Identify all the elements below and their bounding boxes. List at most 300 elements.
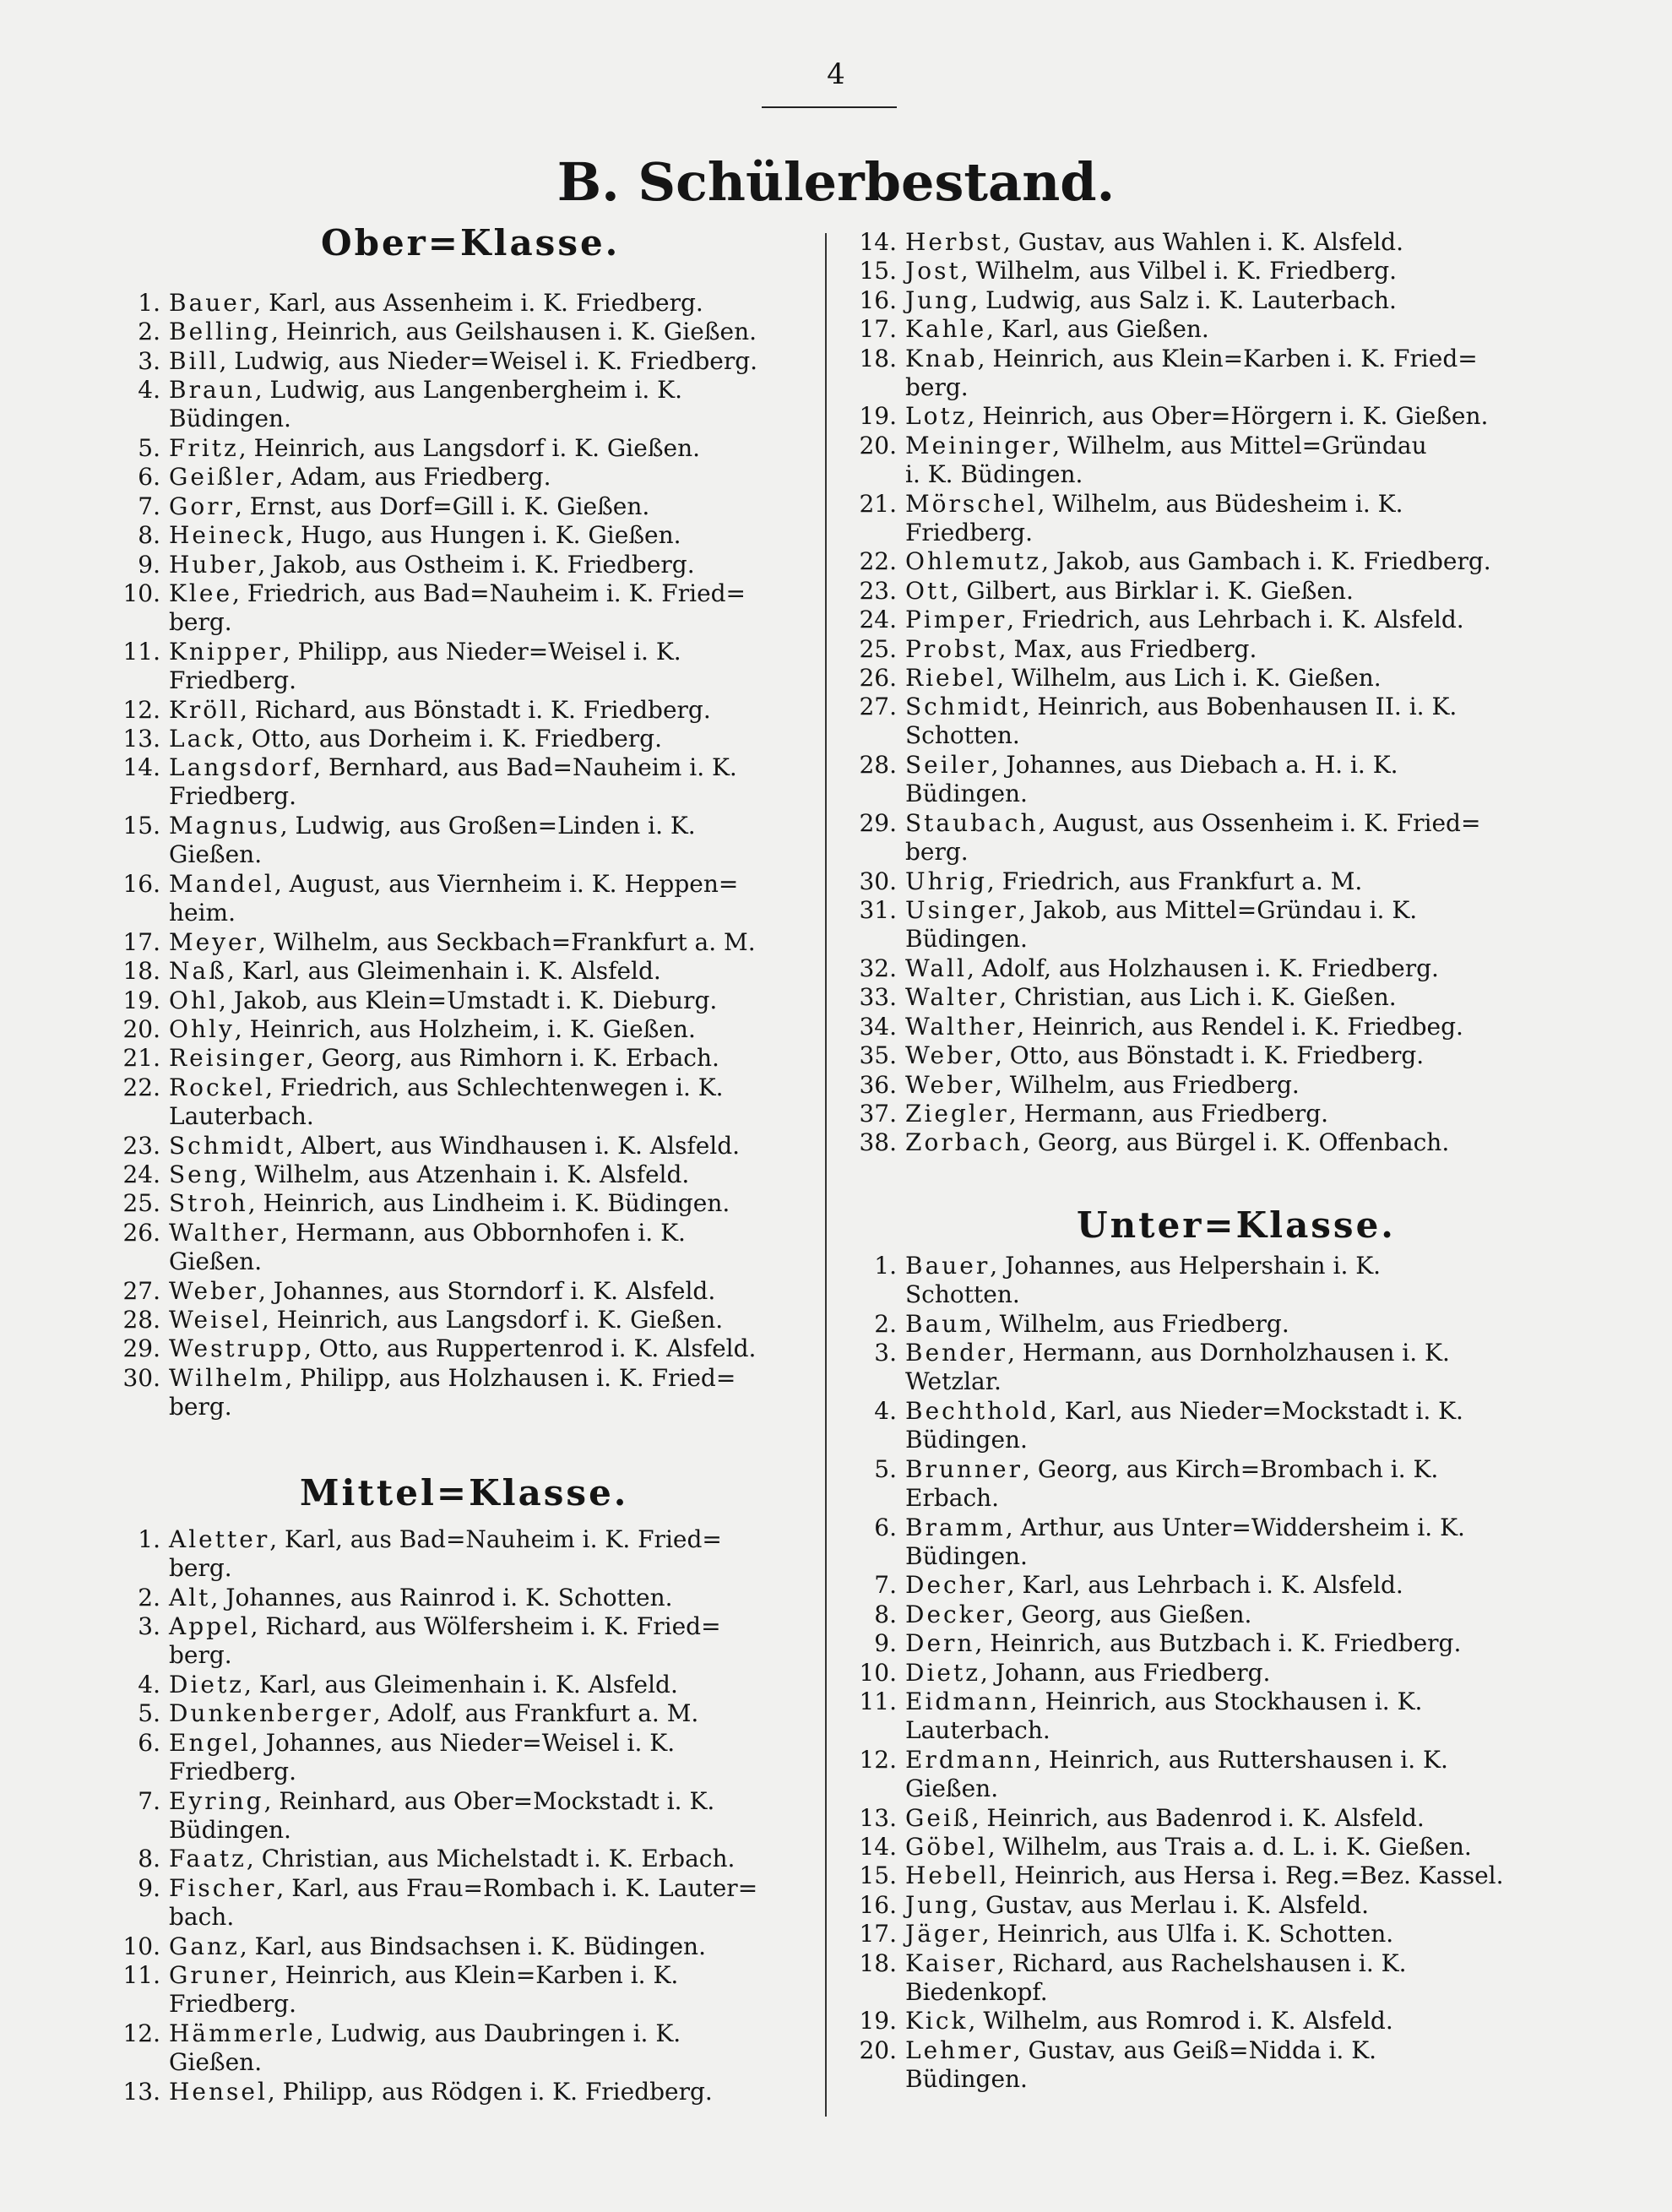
student-details: , Philipp, aus Holzhausen i. K. Fried=	[285, 1363, 736, 1392]
student-surname: Kahle	[905, 315, 987, 344]
student-surname: Weber	[169, 1276, 258, 1305]
student-surname: Walter	[905, 983, 1000, 1012]
entry-continuation: Friedberg.	[169, 782, 296, 811]
student-surname: Alt	[169, 1583, 211, 1611]
student-surname: Faatz	[169, 1845, 247, 1873]
entry-number: 14.	[859, 228, 897, 256]
entry-continuation: Lauterbach.	[169, 1101, 314, 1130]
entry-text	[169, 1612, 721, 1640]
student-surname: Dern	[905, 1629, 975, 1658]
student-surname: Hensel	[169, 2077, 268, 2106]
student-surname: Dietz	[169, 1671, 244, 1698]
student-details: , Friedrich, aus Bad=Nauheim i. K. Fried=	[232, 579, 746, 607]
entry-continuation: Erbach.	[905, 1483, 1000, 1512]
student-details: , Ludwig, aus Großen=Linden i. K.	[280, 812, 696, 840]
student-details: , Johannes, aus Rainrod i. K. Schotten.	[210, 1583, 673, 1611]
student-details: , Otto, aus Dorheim i. K. Friedberg.	[236, 725, 662, 753]
entry-text	[905, 2036, 1376, 2064]
entry-text	[169, 2078, 713, 2106]
entry-text	[905, 635, 1257, 663]
entry-number: 17.	[122, 927, 160, 956]
student-details: , Karl, aus Assenheim i. K. Friedberg.	[253, 289, 703, 317]
entry-text	[169, 1364, 736, 1392]
student-surname: Naß	[169, 957, 227, 986]
entry-text	[905, 1804, 1425, 1832]
entry-continuation: berg.	[169, 1392, 232, 1421]
entry-text	[905, 693, 1457, 720]
entry-text	[169, 638, 681, 666]
entry-number: 23.	[122, 1131, 160, 1160]
student-surname: Westrupp	[169, 1334, 304, 1363]
student-surname: Jäger	[905, 1920, 982, 1948]
entry-continuation: i. K. Büdingen.	[905, 459, 1083, 488]
student-surname: Lehmer	[905, 2035, 1013, 2064]
entry-number: 31.	[859, 896, 897, 925]
entry-text	[905, 490, 1403, 518]
entry-number: 10.	[122, 1932, 160, 1960]
student-details: , Ludwig, aus Nieder=Weisel i. K. Friedberg.	[219, 346, 758, 375]
entry-number: 27.	[122, 1276, 160, 1305]
entry-number: 9.	[138, 550, 160, 579]
student-details: , Friedrich, aus Schlechtenwegen i. K.	[265, 1073, 724, 1101]
student-details: , Karl, aus Bad=Nauheim i. K. Fried=	[269, 1525, 722, 1553]
student-surname: Seiler	[905, 751, 991, 780]
student-details: , Richard, aus Wölfersheim i. K. Fried=	[250, 1612, 721, 1641]
student-details: , Philipp, aus Nieder=Weisel i. K.	[282, 637, 681, 666]
student-surname: Hebell	[905, 1861, 1000, 1890]
entry-number: 3.	[874, 1339, 897, 1367]
student-details: , Hermann, aus Dornholzhausen i. K.	[1007, 1339, 1450, 1367]
entry-number: 20.	[122, 1015, 160, 1043]
entry-text	[169, 1961, 678, 1989]
student-details: , Georg, aus Rimhorn i. K. Erbach.	[306, 1044, 719, 1073]
student-details: , Gustav, aus Merlau i. K. Alsfeld.	[970, 1890, 1369, 1919]
entry-text	[905, 1128, 1449, 1156]
student-surname: Meininger	[905, 431, 1053, 459]
entry-text	[169, 1132, 740, 1160]
student-surname: Geiß	[905, 1803, 972, 1832]
student-details: , Heinrich, aus Langsdorf i. K. Gießen.	[238, 434, 701, 462]
entry-text	[905, 1601, 1251, 1628]
student-surname: Belling	[169, 318, 271, 346]
entry-number: 22.	[122, 1073, 160, 1101]
entry-text	[905, 867, 1362, 895]
entry-continuation: Gießen.	[169, 840, 263, 869]
entry-number: 19.	[859, 2007, 897, 2035]
entry-number: 2.	[138, 1583, 160, 1611]
entry-text	[905, 1252, 1381, 1280]
entry-number: 13.	[122, 725, 160, 753]
student-details: , Karl, aus Frau=Rombach i. K. Lauter=	[276, 1873, 758, 1902]
student-details: , Wilhelm, aus Büdesheim i. K.	[1037, 489, 1403, 518]
entry-number: 38.	[859, 1128, 897, 1157]
student-surname: Jost	[905, 257, 961, 285]
student-details: , Heinrich, aus Stockhausen i. K.	[1029, 1688, 1423, 1715]
entry-text	[169, 1015, 696, 1043]
entry-continuation: Friedberg.	[169, 666, 296, 694]
entry-number: 20.	[859, 431, 897, 459]
entry-number: 13.	[122, 2077, 160, 2106]
entry-text	[905, 954, 1439, 982]
entry-number: 3.	[138, 1612, 160, 1641]
entry-number: 11.	[122, 637, 160, 666]
entry-number: 29.	[859, 809, 897, 837]
entry-number: 12.	[122, 2019, 160, 2047]
entry-continuation: Gießen.	[169, 1247, 263, 1275]
student-details: , Wilhelm, aus Atzenhain i. K. Alsfeld.	[239, 1160, 690, 1188]
student-details: , Heinrich, aus Butzbach i. K. Friedberg.	[974, 1629, 1462, 1658]
student-surname: Reisinger	[169, 1044, 307, 1073]
entry-text	[905, 1100, 1328, 1128]
student-details: , Heinrich, aus Lindheim i. K. Büdingen.	[247, 1189, 730, 1218]
student-details: , Friedrich, aus Lehrbach i. K. Alsfeld.	[1007, 606, 1464, 634]
student-details: , Wilhelm, aus Vilbel i. K. Friedberg.	[960, 257, 1398, 285]
entry-text	[169, 1932, 706, 1960]
entry-text	[169, 928, 756, 956]
entry-text	[905, 1861, 1504, 1889]
student-details: , Johannes, aus Nieder=Weisel i. K.	[250, 1728, 676, 1757]
student-surname: Zorbach	[905, 1128, 1023, 1157]
entry-number: 14.	[122, 753, 160, 782]
entry-text	[169, 579, 746, 607]
entry-continuation: Gießen.	[169, 2047, 263, 2076]
entry-number: 11.	[122, 1961, 160, 1989]
entry-number: 4.	[874, 1397, 897, 1425]
student-surname: Riebel	[905, 664, 997, 692]
entry-continuation: Schotten.	[905, 1280, 1020, 1308]
entry-continuation: berg.	[905, 372, 969, 401]
entry-number: 21.	[859, 489, 897, 518]
student-surname: Bill	[169, 346, 220, 375]
student-surname: Seng	[169, 1160, 240, 1188]
entry-number: 16.	[859, 1890, 897, 1919]
student-details: , Hermann, aus Obbornhofen i. K.	[280, 1218, 686, 1247]
student-details: , Jakob, aus Gambach i. K. Friedberg.	[1041, 547, 1491, 576]
entry-continuation: Friedberg.	[169, 1757, 296, 1785]
entry-continuation: berg.	[169, 1641, 232, 1670]
entry-text	[905, 606, 1464, 633]
student-surname: Erdmann	[905, 1745, 1034, 1774]
student-details: , Heinrich, aus Langsdorf i. K. Gießen.	[261, 1306, 724, 1334]
entry-number: 16.	[122, 870, 160, 898]
student-surname: Magnus	[169, 812, 280, 840]
entry-continuation: berg.	[905, 838, 969, 866]
student-details: , Christian, aus Lich i. K. Gießen.	[999, 983, 1397, 1012]
student-details: , Johann, aus Friedberg.	[980, 1658, 1271, 1687]
student-surname: Decker	[905, 1600, 1007, 1628]
entry-number: 32.	[859, 954, 897, 982]
entry-text	[169, 463, 551, 491]
entry-text	[905, 751, 1398, 779]
student-surname: Aletter	[169, 1525, 270, 1553]
entry-number: 21.	[122, 1044, 160, 1073]
entry-text	[169, 1845, 735, 1872]
student-details: , Hermann, aus Friedberg.	[1008, 1100, 1329, 1128]
entry-text	[905, 1629, 1461, 1657]
student-details: , Georg, aus Bürgel i. K. Offenbach.	[1023, 1128, 1450, 1157]
student-surname: Heineck	[169, 521, 286, 550]
entry-number: 8.	[138, 521, 160, 550]
student-details: , Ludwig, aus Daubringen i. K.	[315, 2019, 681, 2047]
student-details: , Karl, aus Gleimenhain i. K. Alsfeld.	[226, 957, 661, 986]
entry-number: 11.	[859, 1688, 897, 1715]
entry-text	[169, 1073, 724, 1101]
student-details: , Wilhelm, aus Trais a. d. L. i. K. Gießen.	[987, 1833, 1472, 1861]
entry-number: 24.	[122, 1160, 160, 1188]
student-surname: Weber	[905, 1041, 995, 1070]
student-details: , Karl, aus Gleimenhain i. K. Alsfeld.	[243, 1671, 678, 1698]
entry-text	[905, 1339, 1450, 1367]
student-surname: Eidmann	[905, 1688, 1030, 1715]
student-details: , Gustav, aus Wahlen i. K. Alsfeld.	[1002, 228, 1403, 256]
student-surname: Wall	[905, 954, 967, 982]
entry-text	[169, 318, 757, 345]
entry-number: 22.	[859, 547, 897, 576]
entry-text	[169, 289, 703, 317]
entry-number: 25.	[859, 634, 897, 663]
entry-number: 6.	[138, 463, 160, 492]
student-surname: Jung	[905, 285, 971, 314]
entry-number: 26.	[122, 1218, 160, 1247]
entry-number: 15.	[859, 257, 897, 285]
student-details: , Wilhelm, aus Romrod i. K. Alsfeld.	[968, 2007, 1393, 2035]
entry-text	[905, 1013, 1463, 1041]
entry-continuation: berg.	[169, 1554, 232, 1582]
entry-text	[905, 1833, 1472, 1861]
student-details: , Adolf, aus Frankfurt a. M.	[372, 1699, 699, 1728]
entry-continuation: Lauterbach.	[905, 1716, 1050, 1744]
student-details: , Ernst, aus Dorf=Gill i. K. Gießen.	[235, 492, 650, 520]
student-details: , Richard, aus Bönstadt i. K. Friedberg.	[240, 695, 711, 724]
student-surname: Kröll	[169, 695, 241, 724]
student-surname: Usinger	[905, 896, 1018, 925]
student-surname: Bramm	[905, 1513, 1006, 1541]
entry-text	[905, 1746, 1448, 1774]
entry-text	[169, 1671, 678, 1698]
entry-continuation: Wetzlar.	[905, 1367, 1002, 1396]
entry-continuation: berg.	[169, 608, 232, 636]
entry-text	[169, 696, 711, 724]
student-details: , Heinrich, aus Klein=Karben i. K. Fried=	[977, 344, 1478, 372]
entry-number: 28.	[859, 751, 897, 780]
entry-number: 16.	[859, 285, 897, 314]
entry-text	[905, 345, 1478, 372]
entry-text	[905, 577, 1354, 605]
entry-text	[905, 983, 1397, 1011]
student-surname: Lotz	[905, 402, 968, 431]
entry-number: 18.	[122, 957, 160, 986]
entry-number: 9.	[138, 1873, 160, 1902]
entry-text	[169, 2019, 681, 2047]
student-details: , August, aus Viernheim i. K. Heppen=	[274, 870, 739, 898]
student-details: , Philipp, aus Rödgen i. K. Friedberg.	[267, 2077, 713, 2106]
entry-number: 10.	[122, 579, 160, 607]
student-details: , Max, aus Friedberg.	[998, 634, 1257, 663]
column-divider	[825, 233, 827, 2117]
student-details: , Karl, aus Lehrbach i. K. Alsfeld.	[1007, 1571, 1403, 1600]
student-surname: Schmidt	[169, 1131, 286, 1160]
entry-number: 30.	[859, 867, 897, 895]
student-surname: Kaiser	[905, 1948, 997, 1977]
entry-text	[169, 812, 696, 840]
entry-number: 25.	[122, 1189, 160, 1218]
student-surname: Langsdorf	[169, 753, 314, 782]
entry-text	[169, 1189, 730, 1217]
entry-number: 28.	[122, 1306, 160, 1334]
student-details: , Ludwig, aus Salz i. K. Lauterbach.	[970, 285, 1397, 314]
entry-continuation: Büdingen.	[905, 925, 1028, 954]
student-surname: Fischer	[169, 1873, 277, 1902]
student-surname: Dietz	[905, 1658, 980, 1687]
student-details: , Jakob, aus Klein=Umstadt i. K. Dieburg.	[218, 986, 718, 1014]
student-surname: Schmidt	[905, 693, 1023, 721]
student-surname: Walther	[905, 1012, 1018, 1041]
entry-number: 12.	[122, 695, 160, 724]
student-details: , Otto, aus Bönstadt i. K. Friedberg.	[994, 1041, 1425, 1070]
entry-text	[905, 228, 1403, 256]
student-surname: Walther	[169, 1218, 281, 1247]
student-surname: Meyer	[169, 927, 259, 956]
entry-text	[905, 809, 1480, 837]
student-details: , Heinrich, aus Bobenhausen II. i. K.	[1022, 693, 1458, 721]
student-surname: Ohlemutz	[905, 547, 1042, 576]
entry-number: 33.	[859, 983, 897, 1012]
student-surname: Lack	[169, 725, 236, 753]
entry-number: 23.	[859, 576, 897, 605]
entry-continuation: heim.	[169, 899, 236, 927]
entry-number: 36.	[859, 1070, 897, 1099]
student-surname: Dunkenberger	[169, 1699, 373, 1728]
entry-text	[169, 1584, 673, 1611]
student-surname: Staubach	[905, 809, 1039, 837]
student-surname: Bechthold	[905, 1397, 1050, 1425]
student-details: , Bernhard, aus Bad=Nauheim i. K.	[313, 753, 737, 782]
entry-number: 35.	[859, 1041, 897, 1070]
entry-text	[169, 1729, 675, 1757]
entry-number: 18.	[859, 1948, 897, 1977]
entry-number: 19.	[122, 986, 160, 1014]
student-surname: Fritz	[169, 434, 239, 462]
student-details: , Ludwig, aus Langenbergheim i. K.	[254, 376, 682, 405]
entry-text	[169, 1874, 757, 1902]
entry-number: 5.	[874, 1454, 897, 1483]
student-surname: Hämmerle	[169, 2019, 316, 2047]
entry-number: 30.	[122, 1363, 160, 1392]
entry-continuation: Büdingen.	[905, 780, 1028, 808]
student-details: , Karl, aus Gießen.	[986, 315, 1209, 344]
entry-text	[169, 1334, 756, 1362]
student-surname: Stroh	[169, 1189, 248, 1218]
student-surname: Ohly	[169, 1015, 235, 1043]
entry-text	[905, 1455, 1438, 1483]
entry-text	[905, 286, 1397, 314]
section-title: B. Schülerbestand.	[556, 151, 1116, 213]
student-details: , Heinrich, aus Klein=Karben i. K.	[269, 1961, 679, 1989]
entry-continuation: Büdingen.	[905, 2064, 1028, 2093]
entry-text	[905, 1949, 1406, 1977]
student-details: , Arthur, aus Unter=Widdersheim i. K.	[1005, 1513, 1465, 1541]
student-surname: Eyring	[169, 1786, 264, 1815]
entry-number: 5.	[138, 434, 160, 462]
entry-number: 15.	[122, 812, 160, 840]
student-surname: Weisel	[169, 1306, 262, 1334]
student-details: , Adolf, aus Holzhausen i. K. Friedberg.	[966, 954, 1439, 982]
entry-text	[169, 1699, 698, 1727]
student-details: , Heinrich, aus Ulfa i. K. Schotten.	[981, 1920, 1394, 1948]
student-details: , Albert, aus Windhausen i. K. Alsfeld.	[285, 1131, 741, 1160]
student-surname: Brunner	[905, 1454, 1023, 1483]
entry-number: 18.	[859, 344, 897, 372]
entry-text	[905, 1397, 1463, 1425]
unter-klasse-heading: Unter=Klasse.	[1077, 1204, 1396, 1246]
entry-text	[169, 1044, 719, 1072]
student-details: , Johannes, aus Storndorf i. K. Alsfeld.	[258, 1276, 716, 1305]
entry-number: 2.	[138, 318, 160, 346]
student-surname: Pimper	[905, 606, 1007, 634]
entry-text	[169, 870, 738, 898]
entry-number: 6.	[138, 1728, 160, 1757]
entry-text	[905, 664, 1382, 692]
entry-number: 19.	[859, 402, 897, 431]
student-details: , Friedrich, aus Frankfurt a. M.	[986, 867, 1363, 895]
student-surname: Wilhelm	[169, 1363, 285, 1392]
student-details: , Christian, aus Michelstadt i. K. Erbach.	[246, 1845, 736, 1873]
entry-number: 37.	[859, 1100, 897, 1128]
student-details: , Wilhelm, aus Seckbach=Frankfurt a. M.	[258, 927, 756, 956]
entry-number: 4.	[138, 1671, 160, 1698]
entry-number: 17.	[859, 1920, 897, 1948]
student-details: , Georg, aus Gießen.	[1006, 1600, 1252, 1628]
student-details: , Jakob, aus Mittel=Gründau i. K.	[1018, 896, 1418, 925]
student-surname: Knab	[905, 344, 978, 372]
student-surname: Mörschel	[905, 489, 1038, 518]
student-details: , Hugo, aus Hungen i. K. Gießen.	[285, 521, 681, 550]
entry-number: 2.	[874, 1309, 897, 1338]
entry-number: 8.	[874, 1600, 897, 1628]
student-details: , Wilhelm, aus Friedberg.	[994, 1070, 1300, 1099]
entry-continuation: Gießen.	[905, 1774, 999, 1802]
entry-text	[169, 1219, 686, 1247]
student-surname: Mandel	[169, 870, 274, 898]
entry-number: 34.	[859, 1012, 897, 1041]
entry-continuation: Schotten.	[905, 721, 1020, 750]
student-surname: Knipper	[169, 637, 283, 666]
student-details: , Heinrich, aus Ruttershausen i. K.	[1034, 1745, 1448, 1774]
entry-text	[905, 1310, 1289, 1338]
student-surname: Braun	[169, 376, 255, 405]
student-details: , Heinrich, aus Badenrod i. K. Alsfeld.	[971, 1803, 1425, 1832]
entry-number: 20.	[859, 2035, 897, 2064]
student-surname: Huber	[169, 550, 258, 579]
entry-number: 5.	[138, 1699, 160, 1728]
student-details: , Reinhard, aus Ober=Mockstadt i. K.	[263, 1786, 715, 1815]
entry-text	[169, 1306, 723, 1334]
entry-continuation: Friedberg.	[169, 1990, 296, 2018]
entry-text	[169, 1525, 722, 1553]
entry-text	[905, 1920, 1393, 1948]
entry-continuation: Büdingen.	[905, 1426, 1028, 1454]
entry-number: 7.	[874, 1571, 897, 1600]
page-number: 4	[827, 57, 845, 91]
student-details: , Heinrich, aus Rendel i. K. Friedbeg.	[1017, 1012, 1463, 1041]
student-surname: Engel	[169, 1728, 251, 1757]
student-surname: Decher	[905, 1571, 1007, 1600]
student-details: , Wilhelm, aus Lich i. K. Gießen.	[996, 664, 1382, 692]
entry-text	[169, 434, 700, 462]
student-surname: Gruner	[169, 1961, 270, 1989]
entry-text	[905, 2007, 1393, 2035]
student-surname: Göbel	[905, 1833, 988, 1861]
